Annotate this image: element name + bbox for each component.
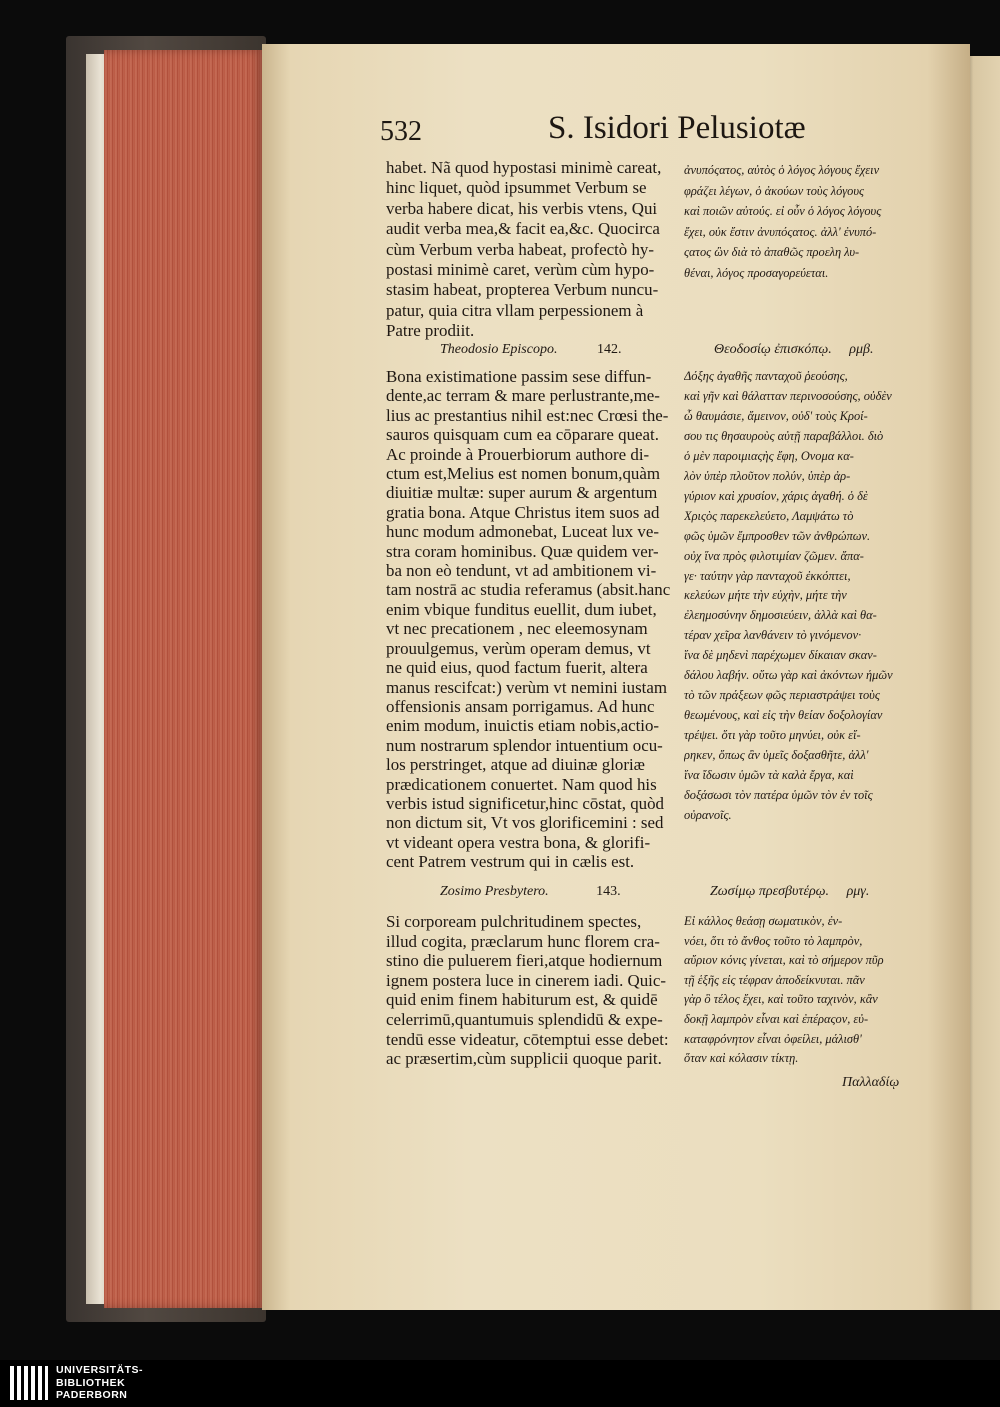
text-line: manus rescifcat:) verùm vt nemini iustam: [386, 677, 667, 697]
text-line: vt nec precationem , nec eleemosynam: [386, 619, 648, 639]
heading-text: Theodosio Episcopo.: [440, 342, 558, 357]
text-line: ρηκεν, ὅπως ἂν ὑμεῖς δοξασθῆτε, ἀλλ': [684, 748, 869, 763]
text-line: δοκῇ λαμπρὸν εἶναι καὶ ἐπέραςον, εὐ-: [684, 1011, 869, 1026]
text-line: φράζει λέγων, ὁ ἀκούων τοὺς λόγους: [684, 183, 865, 198]
heading-text: Ζωσίμῳ πρεσβυτέρῳ.: [710, 884, 830, 899]
text-line: patur, quia citra vllam perpessionem à: [386, 300, 644, 320]
text-line: Si corpoream pulchritudinem spectes,: [386, 912, 642, 931]
text-line: ac præsertim,cùm supplicii quoque parit.: [386, 1049, 662, 1069]
logo-line: BIBLIOTHEK: [56, 1376, 126, 1389]
text-line: ἔχει, οὐκ ἔστιν ἀνυπόςατος. ἀλλ' ἐνυπό-: [684, 224, 877, 239]
text-line: τῇ ἑξῆς εἰς τέφραν ἀποδείκνυται. πᾶν: [684, 972, 865, 987]
text-line: postasi minimè caret, verùm cùm hypo-: [386, 260, 655, 280]
text-line: ne quid eius, quod factum fuerit, altera: [386, 658, 648, 678]
text-line: stra coram hominibus. Quæ quidem ver-: [386, 541, 659, 561]
logo-line: PADERBORN: [56, 1389, 128, 1401]
latin-column-142: [386, 367, 678, 872]
library-logo-icon: [10, 1366, 48, 1400]
text-line: stasim habeat, propterea Verbum nuncu-: [386, 280, 659, 300]
red-page-edges: [104, 50, 264, 1308]
text-line: lius ac prestantius nihil est:nec Crœsi the-: [386, 405, 669, 425]
text-line: γὰρ ὃ τέλος ἔχει, καὶ τοῦτο ταχινὸν, κἂν: [684, 992, 878, 1007]
text-line: verbis istud significetur,hinc cōstat, quòd: [386, 793, 664, 813]
heading-text: Θεοδοσίῳ ἐπισκόπῳ.: [714, 342, 832, 357]
text-line: τὸ τῶν πράξεων φῶς περιαστράψει τοὺς: [684, 688, 880, 703]
text-line: θέναι, λόγος προσαγορεύεται.: [684, 265, 829, 280]
text-line: cent Patrem vestrum qui in cælis est.: [386, 852, 635, 872]
text-line: ἵνα δὲ μηδενὶ παρέχωμεν δίκαιαν σκαν-: [684, 648, 877, 663]
text-line: num nostrarum splendor intuentium ocu-: [386, 735, 663, 755]
letter-143-greek-heading: [710, 884, 869, 900]
text-line: verba habere dicat, his verbis vtens, Qui: [386, 198, 658, 218]
text-line: prædicationem conuertet. Nam quod his: [386, 774, 657, 794]
text-line: quid enim finem habiturum est, & quidē: [386, 990, 658, 1010]
text-line: δοξάσωσι τὸν πατέρα ὑμῶν τὸν ἐν τοῖς: [684, 788, 873, 803]
catchword: Παλλαδίῳ: [842, 1075, 900, 1090]
heading-number: 143.: [596, 884, 621, 899]
heading-number: ρμγ.: [846, 884, 870, 899]
text-line: audit verba mea,& facit ea,&c. Quocirca: [386, 219, 660, 239]
text-line: ςατος ὢν διὰ τὸ ἀπαθῶς προελη λυ-: [684, 245, 860, 259]
text-line: dente,ac terram & mare perlustrante,me-: [386, 386, 660, 406]
text-line: Δόξης ἀγαθῆς πανταχοῦ ῥεούσης,: [684, 369, 848, 383]
text-line: hinc liquet, quòd ipsummet Verbum se: [386, 178, 647, 198]
text-line: enim vbique funditus euellit, dum iubet,: [386, 599, 657, 619]
text-line: καταφρόνητον εἶναι ὀφείλει, μάλισθ': [684, 1031, 862, 1046]
text-line: ἀνυπόςατος, αὐτὸς ὁ λόγος λόγους ἔχειν: [684, 163, 880, 177]
greek-column-143: [684, 912, 924, 1069]
text-line: Ac proinde à Prouerbiorum authore di-: [386, 444, 650, 464]
text-line: ὅταν καὶ κόλασιν τίκτῃ.: [684, 1051, 799, 1066]
text-line: celerrimū,quantumuis splendidū & expe-: [386, 1009, 663, 1029]
text-line: οὐρανοῖς.: [684, 807, 732, 822]
text-line: prouulgemus, verùm operam demus, vt: [386, 638, 651, 658]
text-line: Bona existimatione passim sese diffun-: [386, 367, 652, 386]
text-line: vt videant opera vestra bona, & glorifi-: [386, 832, 651, 852]
text-line: offensionis ansam porrigamus. Ad hunc: [386, 696, 655, 716]
text-line: non dictum sit, Vt vos glorificemini : sed: [386, 813, 664, 833]
text-line: habet. Nã quod hypostasi minimè careat,: [386, 158, 662, 177]
page-number: 532: [380, 116, 422, 147]
text-line: τρέψει. ὅτι γὰρ τοῦτο μηνύει, οὐκ εἴ-: [684, 728, 861, 743]
text-line: τέραν χεῖρα λανθάνειν τὸ γινόμενον·: [684, 628, 862, 643]
text-line: Χριςὸς παρεκελεύετο, Λαμψάτω τὸ: [684, 508, 854, 523]
heading-text: Zosimo Presbytero.: [440, 884, 549, 899]
heading-number: 142.: [596, 342, 622, 357]
heading-number: ρμβ.: [849, 342, 874, 357]
text-line: ba non eò tendunt, vt ad ambitionem vi-: [386, 561, 657, 581]
text-line: ἐλεημοσύνην δημοσιεύειν, ἀλλὰ καὶ θα-: [684, 608, 877, 623]
text-line: λὸν ὑπὲρ πλοῦτον πολύν, ὑπὲρ ἀρ-: [684, 468, 851, 483]
library-logo-bar: [0, 1360, 1000, 1407]
text-line: φῶς ὑμῶν ἔμπροσθεν τῶν ἀνθρώπων.: [684, 528, 871, 543]
text-line: οὐχ ἵνα πρὸς φιλοτιμίαν ζῶμεν. ἄπα-: [684, 548, 864, 563]
text-line: σου τις θησαυροὺς αὐτῇ παραβάλλοι. διὸ: [684, 428, 884, 443]
text-line: Patre prodiit.: [386, 321, 475, 341]
page-header: [380, 110, 806, 150]
text-line: tam nostrā ac studia referamus (absit.hanc: [386, 580, 671, 600]
text-line: δάλου λαβήν. οὕτω γὰρ καὶ ἀκόντων ἡμῶν: [684, 668, 893, 683]
text-line: ἵνα ἴδωσιν ὑμῶν τὰ καλὰ ἔργα, καὶ: [684, 768, 854, 783]
text-line: νόει, ὅτι τὸ ἄνθος τοῦτο τὸ λαμπρὸν,: [684, 933, 863, 948]
text-line: αὔριον κόνις γίνεται, καὶ τὸ σήμερον πῦρ: [684, 953, 884, 968]
text-line: tendū esse videatur, cōtemptui esse debet:: [386, 1029, 669, 1049]
text-line: ignem postera luce in cinerem iadi. Quic-: [386, 970, 666, 990]
text-line: los perstringet, atque ad diuinæ gloriæ: [386, 755, 645, 775]
text-line: gratia bona. Atque Christus item suos ad: [386, 502, 660, 522]
text-line: ὦ θαυμάσιε, ἄμεινον, οὐδ' τοὺς Κροί-: [684, 408, 868, 423]
library-logo-text: [56, 1364, 143, 1402]
letter-142-latin-heading: [440, 342, 621, 358]
text-line: καὶ ποιῶν αὐτούς. εἰ οὖν ὁ λόγος λόγους: [684, 204, 882, 218]
text-line: stino die puluerem fieri,atque hodiernum: [386, 951, 663, 971]
greek-column-142: [684, 367, 924, 826]
text-line: hunc modum admonebat, Luceat lux ve-: [386, 522, 659, 542]
text-line: sauros quisquam cum ea cōparare queat.: [386, 425, 659, 445]
running-title: S. Isidori Pelusiotæ: [548, 110, 806, 146]
text-line: γε· ταύτην γὰρ πανταχοῦ ἐκκόπτει,: [684, 568, 851, 583]
letter-142-greek-heading: [714, 342, 874, 358]
text-line: καὶ γῆν καὶ θάλατταν περινοσούσης, οὐδὲν: [684, 388, 892, 403]
letter-143-latin-heading: [440, 884, 621, 900]
text-line: diuitiæ multæ: super aurum & argentum: [386, 483, 658, 503]
text-line: ὁ μὲν παροιμιαςὴς ἔφη, Ονομα κα-: [684, 448, 854, 463]
text-line: γύριον καὶ χρυσίον, χάρις ἀγαθή. ὁ δὲ: [684, 488, 868, 503]
text-line: ctum est,Melius est nomen bonum,quàm: [386, 464, 660, 484]
text-line: enim modum, inuictis etiam nobis,actio-: [386, 716, 660, 736]
text-line: θεωμένους, καὶ εἰς τὴν θείαν δοξολογίαν: [684, 708, 883, 723]
latin-column-143: [386, 912, 678, 1069]
text-line: Εἰ κάλλος θεάσῃ σωματικὸν, ἐν-: [684, 914, 843, 928]
text-line: illud cogita, præclarum hunc florem cra-: [386, 931, 660, 951]
greek-column-top: [684, 160, 924, 283]
latin-column-top: [386, 158, 678, 342]
logo-line: UNIVERSITÄTS-: [56, 1364, 144, 1376]
text-line: κελεύων μήτε τὴν εὐχὴν, μήτε τὴν: [684, 588, 847, 603]
text-line: cùm Verbum verba habeat, profectò hy-: [386, 239, 654, 259]
